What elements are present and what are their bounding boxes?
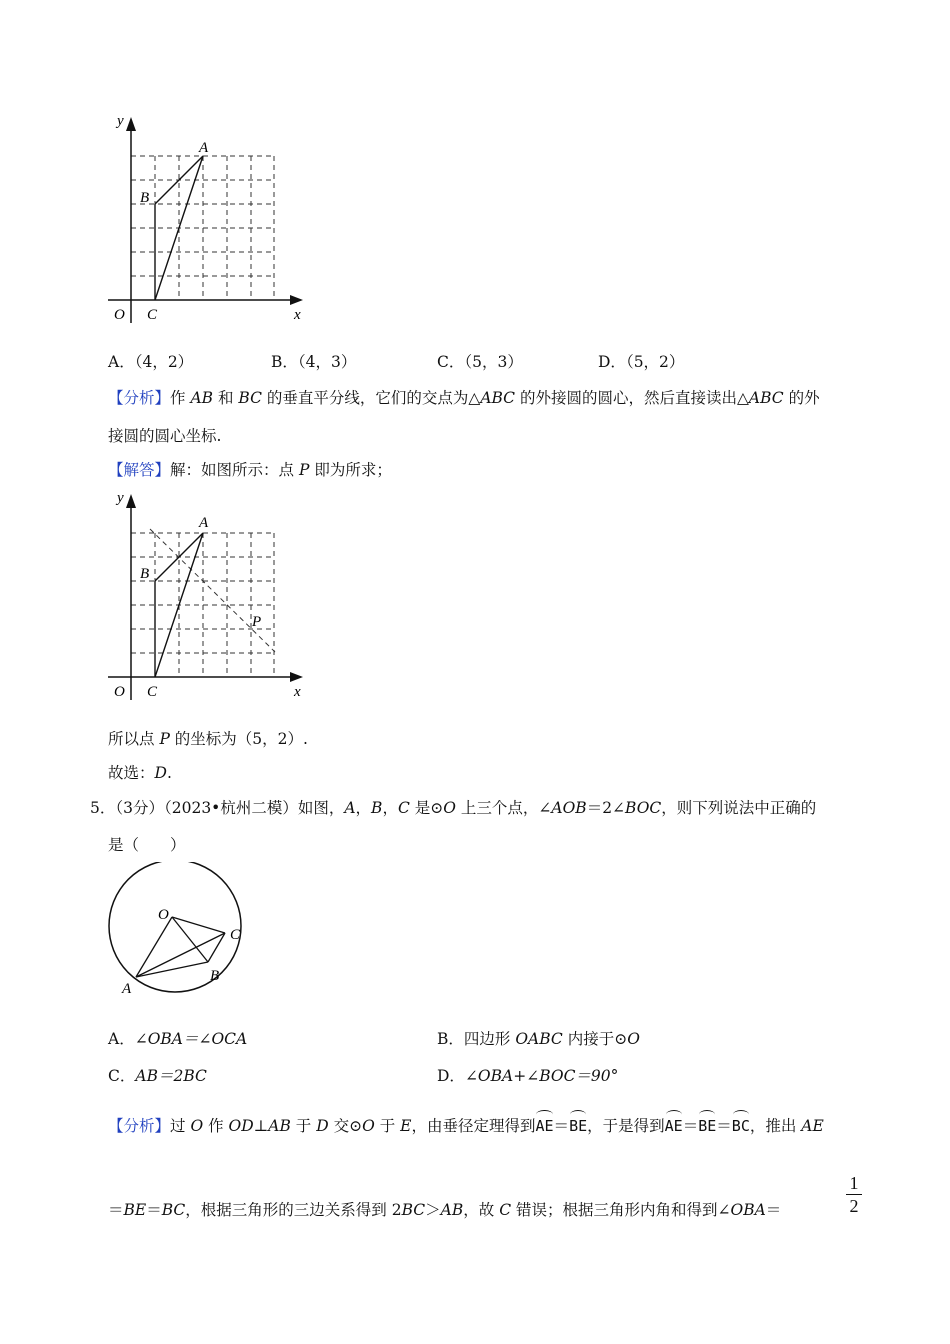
- q5-option-d: D．∠OBA+∠BOC＝90°: [437, 1067, 619, 1085]
- q4-option-c: C．（5，3）: [437, 353, 523, 371]
- q5-option-c: C．AB＝2BC: [108, 1067, 207, 1085]
- fig3-point-a-label: A: [122, 981, 132, 997]
- q4-analysis-line1: 【分析】作 AB 和 BC 的垂直平分线，它们的交点为△ABC 的外接圆的圆心，然后直接读出△ABC 的外: [108, 389, 820, 407]
- fig1-origin-label: O: [114, 307, 125, 323]
- fig3-center-o-label: O: [158, 907, 169, 923]
- fig2-point-a-label: A: [199, 515, 209, 531]
- q4-conclusion: 所以点 P 的坐标为（5，2）.: [108, 730, 308, 748]
- fig1-y-label: y: [117, 113, 124, 129]
- q4-option-a: A．（4，2）: [108, 353, 194, 371]
- figure-coordinate-grid-1: [100, 105, 315, 330]
- figure-circle: [100, 862, 260, 997]
- q4-option-d: D．（5，2）: [598, 353, 685, 371]
- arc-bc: BC: [732, 1112, 750, 1136]
- q5-stem-line1: 5．（3分）（2023•杭州二模）如图，A，B，C 是⊙O 上三个点，∠AOB＝2∠BOC，则下列说法中正确的: [90, 799, 817, 817]
- fig2-x-label: x: [294, 684, 301, 700]
- q4-choice: 故选：D.: [108, 764, 172, 782]
- arc-be-2: BE: [698, 1112, 716, 1136]
- analysis-tag-q5: 【分析】: [108, 1117, 171, 1135]
- analysis-tag: 【分析】: [108, 389, 171, 407]
- fig1-x-label: x: [294, 307, 301, 323]
- fig2-point-b-label: B: [140, 566, 150, 582]
- fig2-origin-label: O: [114, 684, 125, 700]
- fig1-point-c-label: C: [147, 307, 158, 323]
- answer-tag: 【解答】: [108, 461, 171, 479]
- fig2-point-p-label: P: [252, 614, 262, 630]
- arc-be: BE: [569, 1112, 587, 1136]
- fig1-point-a-label: A: [199, 140, 209, 156]
- fig3-point-c-label: C: [230, 927, 241, 943]
- q5-analysis-line1: 【分析】过 O 作 OD⊥AB 于 D 交⊙O 于 E，由垂径定理得到AE＝BE，于是得到AE＝BE＝BC，推出 AE: [108, 1112, 824, 1136]
- fig2-y-label: y: [117, 490, 124, 506]
- arc-ae: AE: [535, 1112, 553, 1136]
- q4-option-b: B．（4，3）: [271, 353, 357, 371]
- q5-analysis-line2: ＝BE＝BC，根据三角形的三边关系得到 2BC＞AB，故 C 错误；根据三角形内角和得到∠OBA＝: [108, 1201, 782, 1219]
- q5-option-b: B．四边形 OABC 内接于⊙O: [437, 1030, 640, 1048]
- q5-option-a: A．∠OBA＝∠OCA: [108, 1030, 248, 1048]
- fig1-point-b-label: B: [140, 190, 150, 206]
- fig3-point-b-label: B: [210, 968, 220, 984]
- q4-answer-line: 【解答】解：如图所示：点 P 即为所求；: [108, 461, 392, 479]
- arc-ae-2: AE: [665, 1112, 683, 1136]
- figure-coordinate-grid-2: [100, 482, 315, 707]
- fraction-one-half: 1 2: [846, 1173, 862, 1216]
- fig2-point-c-label: C: [147, 684, 158, 700]
- q5-stem-line2: 是（ ）: [108, 836, 186, 854]
- q4-analysis-line2: 接圆的圆心坐标.: [108, 427, 222, 445]
